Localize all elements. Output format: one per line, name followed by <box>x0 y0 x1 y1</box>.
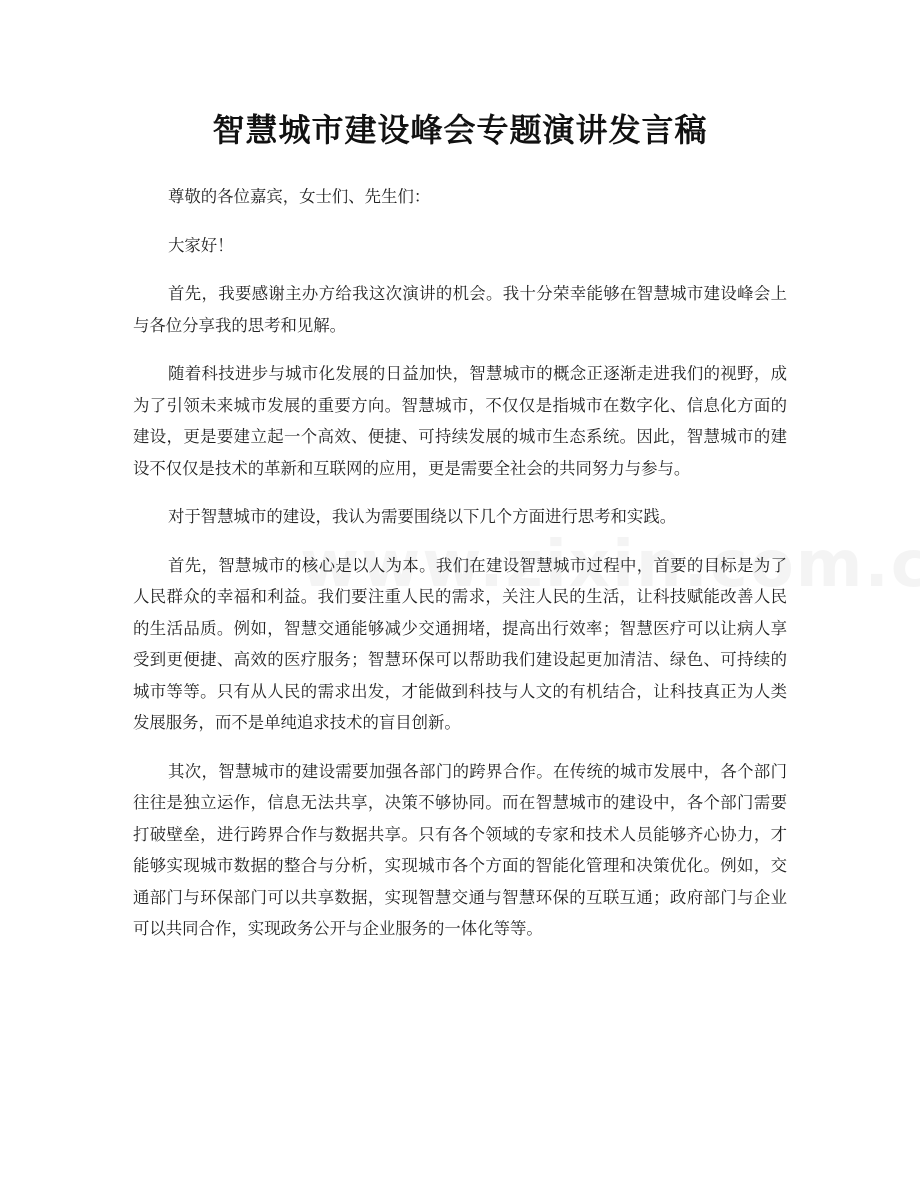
paragraph-people-oriented: 首先，智慧城市的核心是以人为本。我们在建设智慧城市过程中，首要的目标是为了人民群众的幸福和利益。我们要注重人民的需求，关注人民的生活，让科技赋能改善人民的生活品质。例如，智慧交通能够减少交通拥堵，提高出行效率；智慧医疗可以让病人享受到更便捷、高效的医疗服务；智慧环保可以帮助我们建设起更加清洁、绿色、可持续的城市等等。只有从人民的需求出发，才能做到科技与人文的有机结合，让科技真正为人类发展服务，而不是单纯追求技术的盲目创新。 <box>133 555 787 732</box>
paragraph-greeting: 尊敬的各位嘉宾，女士们、先生们： <box>168 187 431 206</box>
paragraph-thanks: 首先，我要感谢主办方给我这次演讲的机会。我十分荣幸能够在智慧城市建设峰会上与各位分享我的思考和见解。 <box>133 284 787 335</box>
document-body <box>133 181 787 962</box>
paragraph-hello: 大家好！ <box>168 235 234 255</box>
paragraph-cross-department: 其次，智慧城市的建设需要加强各部门的跨界合作。在传统的城市发展中，各个部门往往是独立运作，信息无法共享，决策不够协同。而在智慧城市的建设中，各个部门需要打破壁垒，进行跨界合作与数据共享。只有各个领域的专家和技术人员能够齐心协力，才能够实现城市数据的整合与分析，实现城市各个方面的智能化管理和决策优化。例如，交通部门与环保部门可以共享数据，实现智慧交通与智慧环保的互联互通；政府部门与企业可以共同合作，实现政务公开与企业服务的一体化等等。 <box>133 761 787 938</box>
paragraph-background: 随着科技进步与城市化发展的日益加快，智慧城市的概念正逐渐走进我们的视野，成为了引领未来城市发展的重要方向。智慧城市，不仅仅是指城市在数字化、信息化方面的建设，更是要建立起一个高效、便捷、可持续发展的城市生态系统。因此，智慧城市的建设不仅仅是技术的革新和互联网的应用，更是需要全社会的共同努力与参与。 <box>133 364 787 478</box>
paragraph-aspects-intro: 对于智慧城市的建设，我认为需要围绕以下几个方面进行思考和实践。 <box>168 507 677 526</box>
page-title: 智慧城市建设峰会专题演讲发言稿 <box>212 111 708 149</box>
